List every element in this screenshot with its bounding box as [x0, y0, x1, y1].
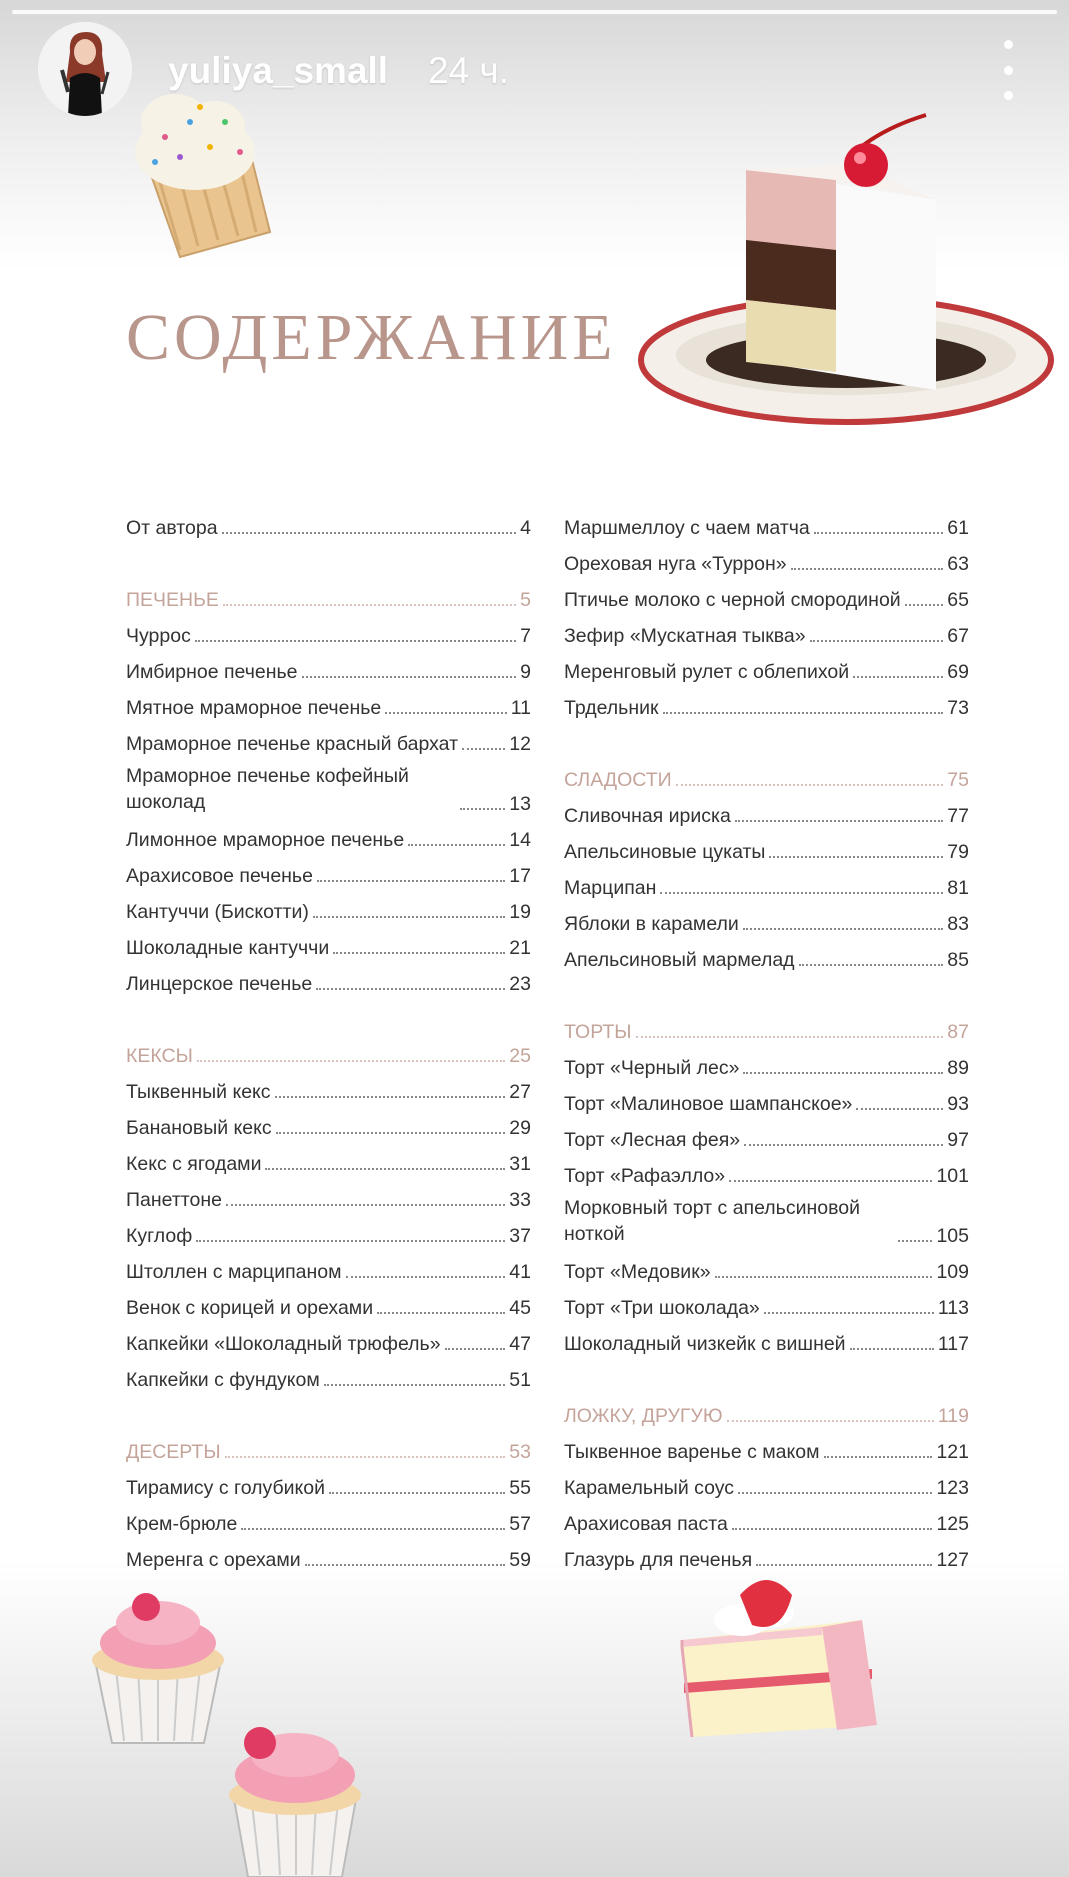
toc-entry-title: ДЕСЕРТЫ [126, 1441, 221, 1463]
toc-page-number: 5 [520, 589, 531, 611]
toc-page-number: 127 [936, 1549, 969, 1571]
toc-entry-title: Куглоф [126, 1225, 193, 1247]
toc-dot-leader [799, 964, 944, 966]
toc-entry-title: Шоколадные кантуччи [126, 937, 330, 959]
toc-entry [564, 1319, 969, 1355]
toc-dot-leader [898, 1240, 932, 1242]
toc-dot-leader [316, 988, 505, 990]
toc-page-number: 79 [947, 841, 969, 863]
toc-entry-title: Банановый кекс [126, 1117, 272, 1139]
toc-page-number: 41 [509, 1261, 531, 1283]
toc-dot-leader [445, 1348, 506, 1350]
toc-dot-leader [715, 1276, 933, 1278]
toc-entry-title: ТОРТЫ [564, 1021, 632, 1043]
toc-dot-leader [195, 640, 516, 642]
toc-entry [126, 887, 531, 923]
toc-entry [564, 1115, 969, 1151]
toc-page-number: 59 [509, 1549, 531, 1571]
toc-dot-leader [302, 676, 517, 678]
toc-dot-leader [732, 1528, 933, 1530]
toc-dot-leader [850, 1348, 934, 1350]
toc-entry-title: Арахисовое печенье [126, 865, 313, 887]
toc-dot-leader [810, 640, 944, 642]
toc-entry-title: Меренга с орехами [126, 1549, 301, 1571]
toc-dot-leader [743, 1072, 943, 1074]
toc-dot-leader [676, 784, 944, 786]
toc-entry-title: Торт «Рафаэлло» [564, 1165, 726, 1187]
toc-entry-title: СЛАДОСТИ [564, 769, 672, 791]
toc-page-number: 9 [520, 661, 531, 683]
more-vertical-icon[interactable] [996, 40, 1020, 100]
toc-page-number: 12 [509, 733, 531, 755]
toc-dot-leader [346, 1276, 506, 1278]
toc-entry [126, 683, 531, 719]
toc-page-number: 4 [520, 517, 531, 539]
toc-entry-title: Штоллен с марципаном [126, 1261, 342, 1283]
toc-entry-title: Торт «Медовик» [564, 1261, 711, 1283]
toc-entry-title: Апельсиновые цукаты [564, 841, 766, 863]
toc-entry-title: Яблоки в карамели [564, 913, 739, 935]
toc-page-number: 83 [947, 913, 969, 935]
toc-entry [126, 1211, 531, 1247]
toc-page-number: 17 [509, 865, 531, 887]
toc-entry [126, 503, 531, 539]
toc-dot-leader [764, 1312, 934, 1314]
toc-entry-title: Марципан [564, 877, 657, 899]
toc-section-heading [126, 1031, 531, 1067]
toc-entry [126, 1283, 531, 1319]
toc-page-number: 51 [509, 1369, 531, 1391]
toc-dot-leader [265, 1168, 505, 1170]
toc-entry [564, 683, 969, 719]
toc-entry [126, 1175, 531, 1211]
toc-page-number: 29 [509, 1117, 531, 1139]
toc-dot-leader [663, 712, 944, 714]
toc-dot-leader [460, 808, 505, 810]
toc-page-number: 47 [509, 1333, 531, 1355]
toc-entry [126, 1103, 531, 1139]
toc-page-number: 109 [936, 1261, 969, 1283]
toc-page-number: 101 [936, 1165, 969, 1187]
toc-page-number: 117 [937, 1333, 969, 1355]
toc-entry-title: Ореховая нуга «Туррон» [564, 553, 787, 575]
toc-entry-title: Торт «Черный лес» [564, 1057, 740, 1079]
toc-entry [564, 863, 969, 899]
pink-cupcake-icon [88, 1585, 228, 1745]
toc-page-number: 105 [936, 1225, 969, 1247]
toc-entry-title: Торт «Три шоколада» [564, 1297, 760, 1319]
toc-dot-leader [333, 952, 505, 954]
toc-entry-title: Крем-брюле [126, 1513, 238, 1535]
toc-entry-title: Капкейки с фундуком [126, 1369, 320, 1391]
page-title: СОДЕРЖАНИЕ [126, 301, 617, 374]
toc-entry-title: Мраморное печенье красный бархат [126, 733, 458, 755]
toc-entry-title: Шоколадный чизкейк с вишней [564, 1333, 846, 1355]
toc-entry [564, 1187, 969, 1247]
toc-entry-title: Лимонное мраморное печенье [126, 829, 405, 851]
toc-dot-leader [905, 604, 944, 606]
toc-entry-title: Сливочная ириска [564, 805, 731, 827]
toc-entry [126, 1535, 531, 1571]
strawberry-cake-icon [672, 1565, 882, 1740]
toc-dot-leader [196, 1240, 505, 1242]
story-progress-bar [12, 10, 1057, 14]
toc-entry-title: Меренговый рулет с облепихой [564, 661, 850, 683]
toc-section-heading [564, 1007, 969, 1043]
toc-entry-title: ПЕЧЕНЬЕ [126, 589, 219, 611]
toc-entry [564, 935, 969, 971]
toc-entry [564, 1151, 969, 1187]
toc-entry-title: От автора [126, 517, 218, 539]
toc-entry [564, 503, 969, 539]
avatar[interactable] [38, 22, 132, 116]
toc-dot-leader [660, 892, 943, 894]
pink-cupcake-icon-2 [220, 1715, 370, 1877]
toc-page-number: 11 [510, 697, 531, 719]
toc-entry [564, 791, 969, 827]
toc-page-number: 37 [509, 1225, 531, 1247]
toc-page-number: 53 [509, 1441, 531, 1463]
toc-dot-leader [769, 856, 943, 858]
toc-dot-leader [791, 568, 944, 570]
toc-entry [126, 1355, 531, 1391]
toc-dot-leader [329, 1492, 505, 1494]
toc-dot-leader [856, 1108, 943, 1110]
toc-entry [126, 1247, 531, 1283]
toc-entry-title: Чуррос [126, 625, 191, 647]
toc-entry-title: Кекс с ягодами [126, 1153, 262, 1175]
toc-entry-title: Тыквенное варенье с маком [564, 1441, 820, 1463]
toc-dot-leader [313, 916, 505, 918]
toc-dot-leader [305, 1564, 506, 1566]
toc-entry [126, 1139, 531, 1175]
toc-dot-leader [276, 1132, 506, 1134]
toc-entry-title: Морковный торт с апельсиновой ноткой [564, 1197, 860, 1245]
toc-entry [564, 611, 969, 647]
toc-dot-leader [408, 844, 505, 846]
toc-dot-leader [226, 1204, 505, 1206]
toc-entry-title: Мятное мраморное печенье [126, 697, 382, 719]
toc-entry [126, 1499, 531, 1535]
toc-entry-title: КЕКСЫ [126, 1045, 193, 1067]
toc-page-number: 23 [509, 973, 531, 995]
toc-dot-leader [853, 676, 943, 678]
toc-dot-leader [385, 712, 507, 714]
toc-entry [564, 1043, 969, 1079]
toc-entry [126, 611, 531, 647]
toc-entry-title: Мраморное печенье кофейный шоколад [126, 765, 409, 813]
toc-dot-leader [735, 820, 943, 822]
toc-entry [564, 1283, 969, 1319]
toc-entry-title: Арахисовая паста [564, 1513, 728, 1535]
toc-dot-leader [744, 1144, 943, 1146]
story-time: 24 ч. [428, 50, 509, 91]
toc-entry [564, 539, 969, 575]
toc-entry-title: Апельсиновый мармелад [564, 949, 795, 971]
toc-entry [564, 647, 969, 683]
toc-page-number: 81 [947, 877, 969, 899]
toc-dot-leader [275, 1096, 506, 1098]
toc-page-number: 119 [937, 1405, 969, 1427]
toc-page-number: 31 [509, 1153, 531, 1175]
toc-column-left [126, 503, 531, 1571]
toc-page-number: 13 [509, 793, 531, 815]
toc-dot-leader [729, 1180, 932, 1182]
toc-entry [126, 755, 531, 815]
toc-entry [564, 1247, 969, 1283]
toc-page-number: 57 [509, 1513, 531, 1535]
toc-entry [126, 1463, 531, 1499]
toc-entry [126, 647, 531, 683]
toc-section-heading [564, 1391, 969, 1427]
toc-entry [126, 851, 531, 887]
toc-page-number: 73 [947, 697, 969, 719]
toc-dot-leader [727, 1420, 934, 1422]
toc-page-number: 19 [509, 901, 531, 923]
toc-section-heading [564, 755, 969, 791]
toc-dot-leader [241, 1528, 505, 1530]
toc-dot-leader [462, 748, 505, 750]
toc-section-heading [126, 575, 531, 611]
toc-entry-title: Торт «Малиновое шампанское» [564, 1093, 853, 1115]
toc-page-number: 87 [947, 1021, 969, 1043]
toc-page-number: 123 [936, 1477, 969, 1499]
toc-dot-leader [814, 532, 944, 534]
toc-entry [564, 899, 969, 935]
toc-page-number: 21 [509, 937, 531, 959]
toc-dot-leader [636, 1036, 944, 1038]
toc-entry [126, 959, 531, 995]
toc-entry-title: Торт «Лесная фея» [564, 1129, 741, 1151]
toc-dot-leader [324, 1384, 506, 1386]
toc-dot-leader [225, 1456, 506, 1458]
toc-dot-leader [743, 928, 943, 930]
toc-entry-title: Карамельный соус [564, 1477, 735, 1499]
toc-entry [564, 1499, 969, 1535]
toc-page-number: 27 [509, 1081, 531, 1103]
toc-entry-title: Глазурь для печенья [564, 1549, 753, 1571]
toc-entry [126, 1067, 531, 1103]
toc-entry-title: Тыквенный кекс [126, 1081, 271, 1103]
toc-entry [564, 575, 969, 611]
toc-page-number: 75 [947, 769, 969, 791]
toc-dot-leader [222, 532, 517, 534]
toc-page-number: 113 [937, 1297, 969, 1319]
toc-entry-title: Кантуччи (Бискотти) [126, 901, 309, 923]
toc-page-number: 77 [947, 805, 969, 827]
toc-dot-leader [824, 1456, 933, 1458]
toc-page-number: 33 [509, 1189, 531, 1211]
toc-dot-leader [223, 604, 516, 606]
toc-page-number: 121 [936, 1441, 969, 1463]
toc-page-number: 55 [509, 1477, 531, 1499]
toc-page-number: 14 [509, 829, 531, 851]
toc-entry-title: Капкейки «Шоколадный трюфель» [126, 1333, 441, 1355]
toc-entry-title: Тирамису с голубикой [126, 1477, 326, 1499]
toc-entry [564, 827, 969, 863]
toc-page-number: 63 [947, 553, 969, 575]
toc-page-number: 125 [936, 1513, 969, 1535]
toc-page-number: 61 [947, 517, 969, 539]
toc-page-number: 25 [509, 1045, 531, 1067]
toc-entry-title: Маршмеллоу с чаем матча [564, 517, 810, 539]
toc-entry-title: Имбирное печенье [126, 661, 298, 683]
toc-entry-title: Птичье молоко с черной смородиной [564, 589, 901, 611]
toc-section-heading [126, 1427, 531, 1463]
toc-dot-leader [317, 880, 505, 882]
toc-entry-title: Зефир «Мускатная тыква» [564, 625, 806, 647]
toc-page-number: 45 [509, 1297, 531, 1319]
toc-page-number: 97 [947, 1129, 969, 1151]
toc-column-right [564, 503, 969, 1571]
toc-page-number: 93 [947, 1093, 969, 1115]
story-username[interactable]: yuliya_small [168, 50, 389, 91]
toc-page-number: 85 [947, 949, 969, 971]
toc-dot-leader [738, 1492, 932, 1494]
toc-entry-title: Трдельник [564, 697, 659, 719]
cake-slice-icon [636, 110, 1056, 450]
toc-dot-leader [197, 1060, 505, 1062]
toc-page-number: 7 [520, 625, 531, 647]
toc-entry [126, 719, 531, 755]
toc-page-number: 69 [947, 661, 969, 683]
toc-entry [126, 923, 531, 959]
toc-dot-leader [377, 1312, 505, 1314]
avatar-image [38, 22, 132, 116]
toc-entry-title: Панеттоне [126, 1189, 222, 1211]
toc-entry [564, 1463, 969, 1499]
toc-page-number: 67 [947, 625, 969, 647]
toc-entry-title: Венок с корицей и орехами [126, 1297, 374, 1319]
toc-entry [564, 1427, 969, 1463]
toc-entry [126, 815, 531, 851]
toc-entry [126, 1319, 531, 1355]
toc-entry-title: Линцерское печенье [126, 973, 313, 995]
cupcake-sticker-icon [120, 82, 280, 262]
toc-entry [564, 1079, 969, 1115]
toc-entry-title: ЛОЖКУ, ДРУГУЮ [564, 1405, 723, 1427]
toc-page-number: 65 [947, 589, 969, 611]
toc-page-number: 89 [947, 1057, 969, 1079]
